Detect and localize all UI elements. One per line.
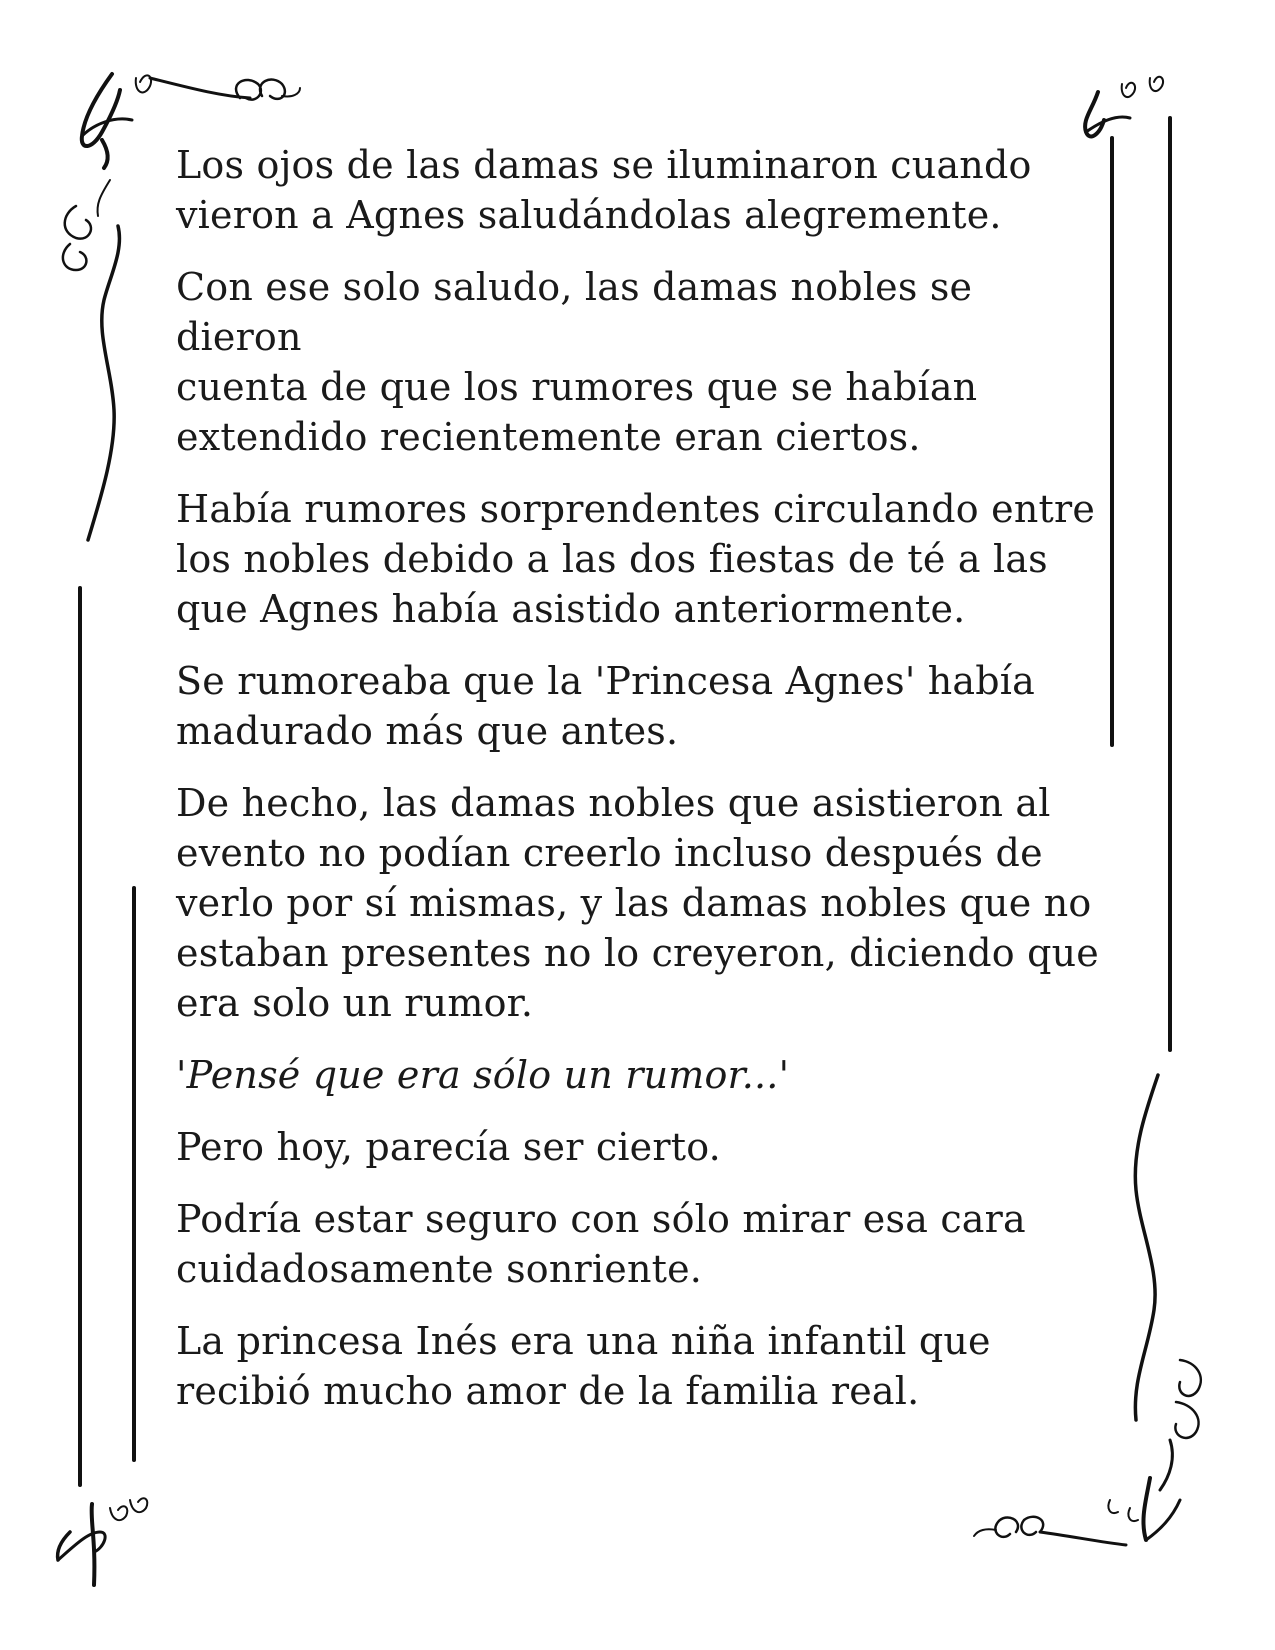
- paragraph-5: De hecho, las damas nobles que asistieron al evento no podían creerlo incluso después de verlo por sí mismas, y las damas nobles que no estaban presentes no lo creyeron, diciendo que era solo un rumor.: [176, 781, 1099, 1025]
- paragraph-2: Con ese solo saludo, las damas nobles se dieron cuenta de que los rumores que se habían extendido recientemente eran ciertos.: [176, 265, 978, 459]
- paragraph-3: Había rumores sorprendentes circulando entre los nobles debido a las dos fiestas de té a las que Agnes había asistido anteriormente.: [176, 487, 1096, 631]
- paragraph-1: Los ojos de las damas se iluminaron cuando vieron a Agnes saludándolas alegremente.: [176, 143, 1032, 237]
- paragraph-6-thought: 'Pensé que era sólo un rumor...': [176, 1053, 790, 1097]
- paragraph-4: Se rumoreaba que la 'Princesa Agnes' había madurado más que antes.: [176, 659, 1036, 753]
- paragraph-9: La princesa Inés era una niña infantil que recibió mucho amor de la familia real.: [176, 1319, 991, 1413]
- paragraph-7: Pero hoy, parecía ser cierto.: [176, 1125, 721, 1169]
- paragraph-8: Podría estar seguro con sólo mirar esa cara cuidadosamente sonriente.: [176, 1197, 1026, 1291]
- bottom-left-flourish: [58, 1498, 148, 1585]
- document-body: [176, 140, 1106, 1438]
